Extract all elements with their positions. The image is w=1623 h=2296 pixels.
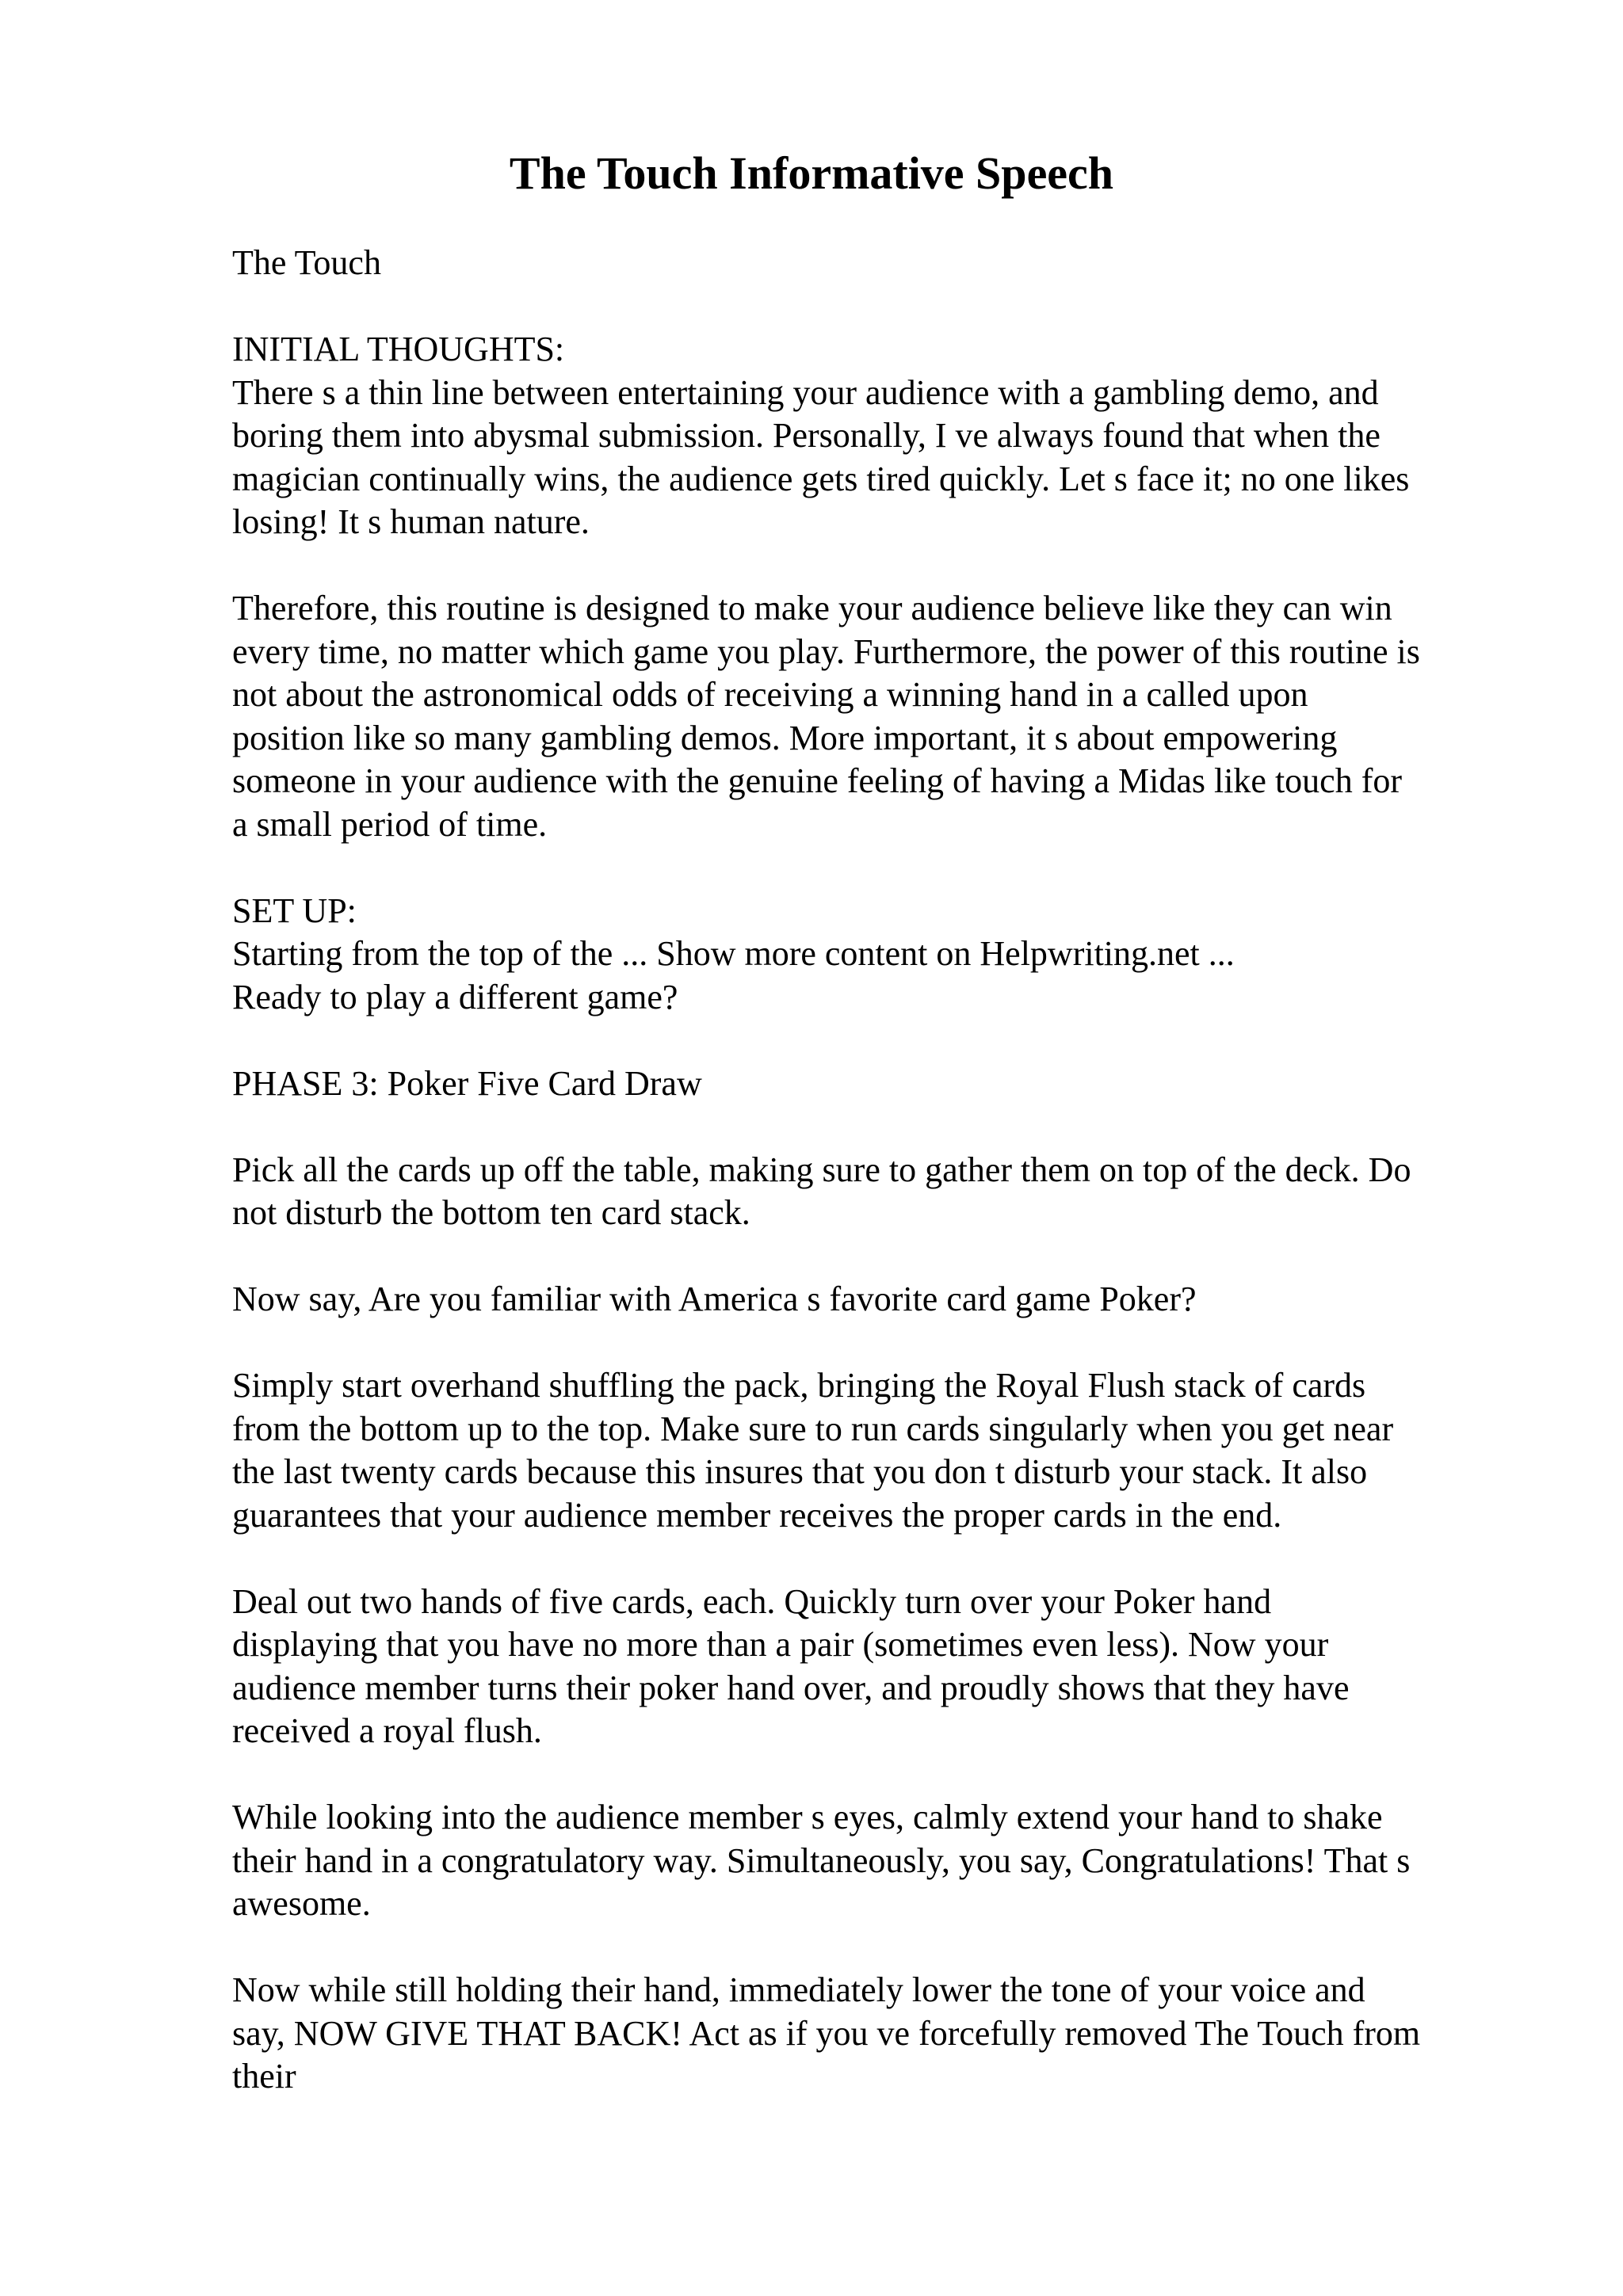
text-line: Deal out two hands of five cards, each. Quickly turn over your Poker hand <box>232 1581 1272 1621</box>
text-line: Now say, Are you familiar with America s favorite card game Poker? <box>232 1280 1197 1318</box>
paragraph-pick-cards <box>232 1149 1564 1235</box>
text-line: say, NOW GIVE THAT BACK! Act as if you ve forcefully removed The Touch from <box>232 2013 1421 2053</box>
paragraph-therefore <box>232 587 1564 846</box>
text-line: boring them into abysmal submission. Personally, I ve always found that when the <box>232 416 1381 455</box>
paragraph-phase-3 <box>232 1062 1564 1106</box>
text-line: audience member turns their poker hand over, and proudly shows that they have <box>232 1668 1350 1707</box>
text-line: Pick all the cards up off the table, making sure to gather them on top of the deck. Do <box>232 1150 1411 1189</box>
text-line: Starting from the top of the ... Show more content on Helpwriting.net ... <box>232 934 1235 973</box>
document-title: The Touch Informative Speech <box>509 147 1114 199</box>
text-line: position like so many gambling demos. More important, it s about empowering <box>232 718 1338 757</box>
text-line: their hand in a congratulatory way. Simultaneously, you say, Congratulations! That s <box>232 1840 1411 1880</box>
paragraph-shuffle <box>232 1364 1564 1537</box>
text-line: awesome. <box>232 1884 371 1923</box>
paragraph-set-up <box>232 890 1564 1020</box>
text-line: from the bottom up to the top. Make sure to run cards singularly when you get near <box>232 1409 1394 1448</box>
paragraph-now-while <box>232 1969 1564 2099</box>
section-heading: PHASE 3: Poker Five Card Draw <box>232 1063 702 1103</box>
paragraph-now-say <box>232 1278 1564 1322</box>
text-line: displaying that you have no more than a pair (sometimes even less). Now your <box>232 1625 1329 1664</box>
text-line: someone in your audience with the genuine feeling of having a Midas like touch for <box>232 761 1403 800</box>
text-line: a small period of time. <box>232 804 548 844</box>
paragraph-deal <box>232 1581 1564 1753</box>
section-heading: INITIAL THOUGHTS: <box>232 330 565 368</box>
paragraph-while-looking <box>232 1796 1564 1926</box>
text-line: Ready to play a different game? <box>232 977 678 1016</box>
text-line: Now while still holding their hand, immediately lower the tone of your voice and <box>232 1970 1365 2009</box>
text-line: every time, no matter which game you play. Furthermore, the power of this routine is <box>232 631 1420 671</box>
text-line: While looking into the audience member s eyes, calmly extend your hand to shake <box>232 1798 1383 1836</box>
text-line: not about the astronomical odds of receiving a winning hand in a called upon <box>232 675 1308 714</box>
document-body <box>232 242 1564 2099</box>
text-line: not disturb the bottom ten card stack. <box>232 1193 750 1232</box>
text-line: guarantees that your audience member receives the proper cards in the end. <box>232 1495 1282 1535</box>
text-line: losing! It s human nature. <box>232 502 590 541</box>
section-heading: SET UP: <box>232 891 357 930</box>
paragraph-heading <box>232 242 1564 285</box>
text-line: received a royal flush. <box>232 1711 542 1750</box>
text-line: Therefore, this routine is designed to make your audience believe like they can win <box>232 589 1392 627</box>
text-line: magician continually wins, the audience gets tired quickly. Let s face it; no one likes <box>232 459 1410 498</box>
text-line: Simply start overhand shuffling the pack, bringing the Royal Flush stack of cards <box>232 1366 1366 1405</box>
text-line: There s a thin line between entertaining your audience with a gambling demo, and <box>232 372 1379 412</box>
text-line: the last twenty cards because this insures that you don t disturb your stack. It also <box>232 1452 1368 1491</box>
text-line: The Touch <box>232 243 381 282</box>
text-line: their <box>232 2057 296 2096</box>
paragraph-initial-thoughts <box>232 328 1564 544</box>
